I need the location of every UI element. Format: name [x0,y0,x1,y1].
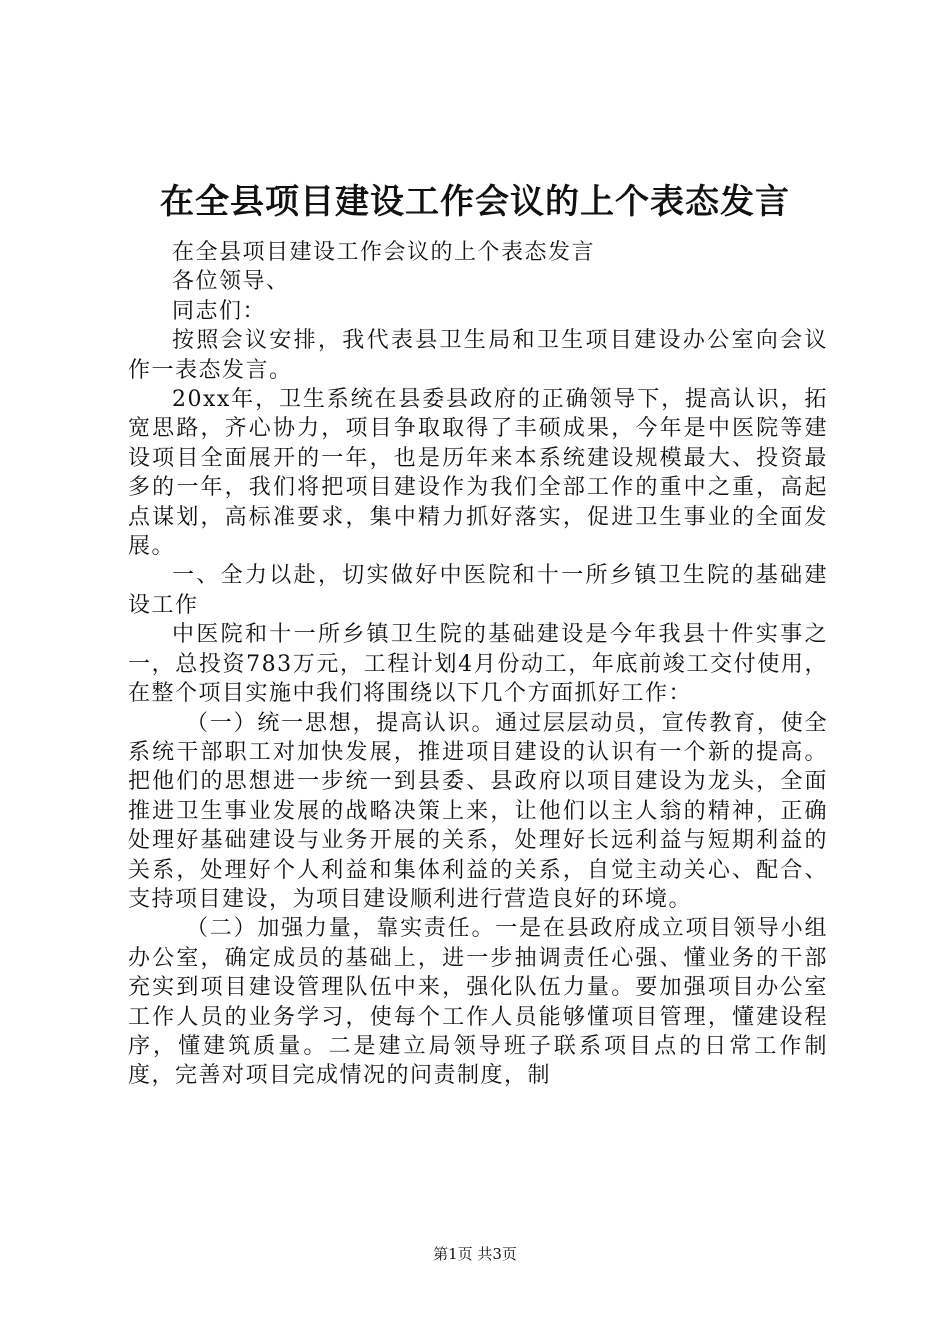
body-paragraph-item-2: （二）加强力量，靠实责任。一是在县政府成立项目领导小组办公室，确定成员的基础上，进一步抽调责任心强、懂业务的干部充实到项目建设管理队伍中来，强化队伍力量。要加强项目办公室工作人员的业务学习，使每个工作人员能够懂项目管理，懂建设程序，懂建筑质量。二是建立局领导班子联系项目点的日常工作制度，完善对项目完成情况的问责制度，制 [128,916,828,1089]
page-number-footer: 第1页 共3页 [433,1245,517,1263]
body-paragraph-salutation-leaders: 各位领导、 [172,269,290,295]
body-paragraph-item-1: （一）统一思想，提高认识。通过层层动员，宣传教育，使全系统干部职工对加快发展，推进项目建设的认识有一个新的提高。把他们的思想进一步统一到县委、县政府以项目建设为龙头，全面推进卫生事业发展的战略决策上来，让他们以主人翁的精神，正确处理好基础建设与业务开展的关系，处理好长远利益与短期利益的关系，处理好个人利益和集体利益的关系，自觉主动关心、配合、支持项目建设，为项目建设顺利进行营造良好的环境。 [128,710,828,912]
body-paragraph-overview: 20xx年，卫生系统在县委县政府的正确领导下，提高认识，拓宽思路，齐心协力，项目争取取得了丰硕成果，今年是中医院等建设项目全面展开的一年，也是历年来本系统建设规模最大、投资最多的一年，我们将把项目建设作为我们全部工作的重中之重，高起点谋划，高标准要求，集中精力抓好落实，促进卫生事业的全面发展。 [128,387,828,560]
document-title: 在全县项目建设工作会议的上个表态发言 [160,182,790,222]
body-paragraph-salutation-comrades: 同志们： [172,298,267,324]
body-paragraph-section-heading-1: 一、全力以赴，切实做好中医院和十一所乡镇卫生院的基础建设工作 [128,563,828,618]
body-paragraph-intro: 按照会议安排，我代表县卫生局和卫生项目建设办公室向会议作一表态发言。 [128,328,828,383]
document-body [128,238,828,1091]
body-paragraph-subtitle: 在全县项目建设工作会议的上个表态发言 [172,240,596,265]
body-paragraph-section-1-content: 中医院和十一所乡镇卫生院的基础建设是今年我县十件实事之一，总投资783万元，工程计划4月份动工，年底前竣工交付使用，在整个项目实施中我们将围绕以下几个方面抓好工作： [128,622,828,707]
